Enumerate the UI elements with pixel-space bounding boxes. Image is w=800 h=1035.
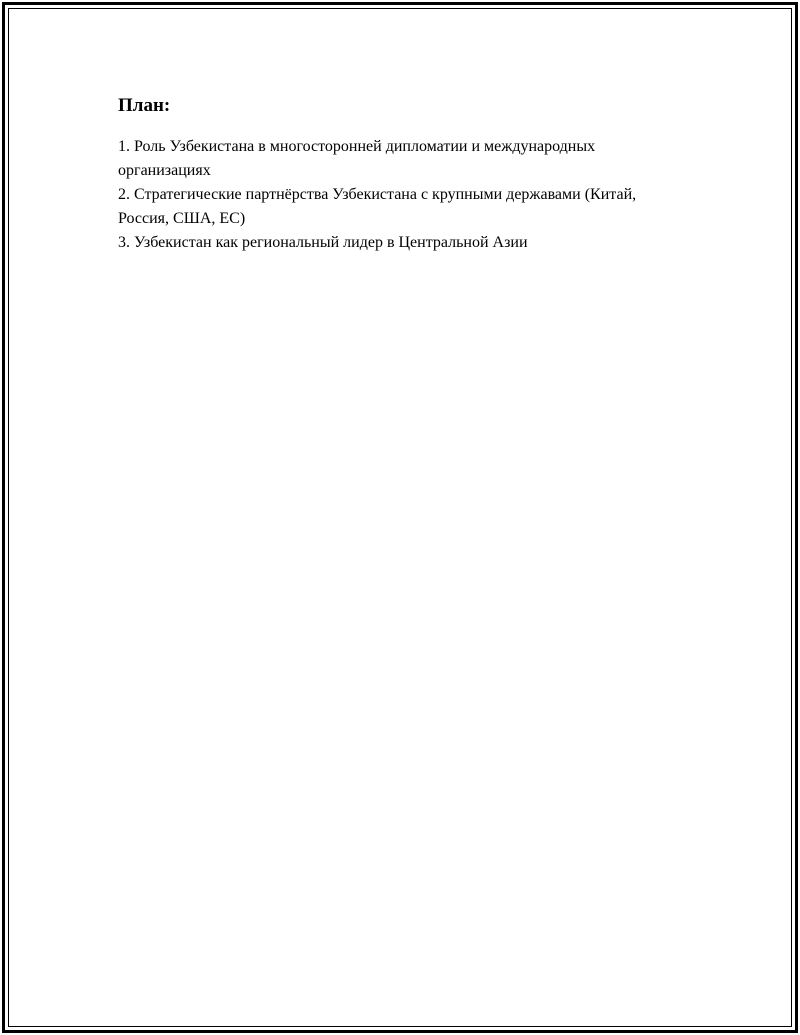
plan-heading: План: bbox=[118, 95, 171, 116]
plan-item-2: 2. Стратегические партнёрства Узбекистана с крупными державами (Китай, Россия, США, ЕС) bbox=[118, 186, 637, 227]
page-content bbox=[118, 93, 688, 255]
plan-item-3: 3. Узбекистан как региональный лидер в Центральной Азии bbox=[118, 234, 528, 251]
plan-list bbox=[118, 135, 688, 255]
plan-item-1: 1. Роль Узбекистана в многосторонней дипломатии и международных организациях bbox=[118, 138, 596, 179]
